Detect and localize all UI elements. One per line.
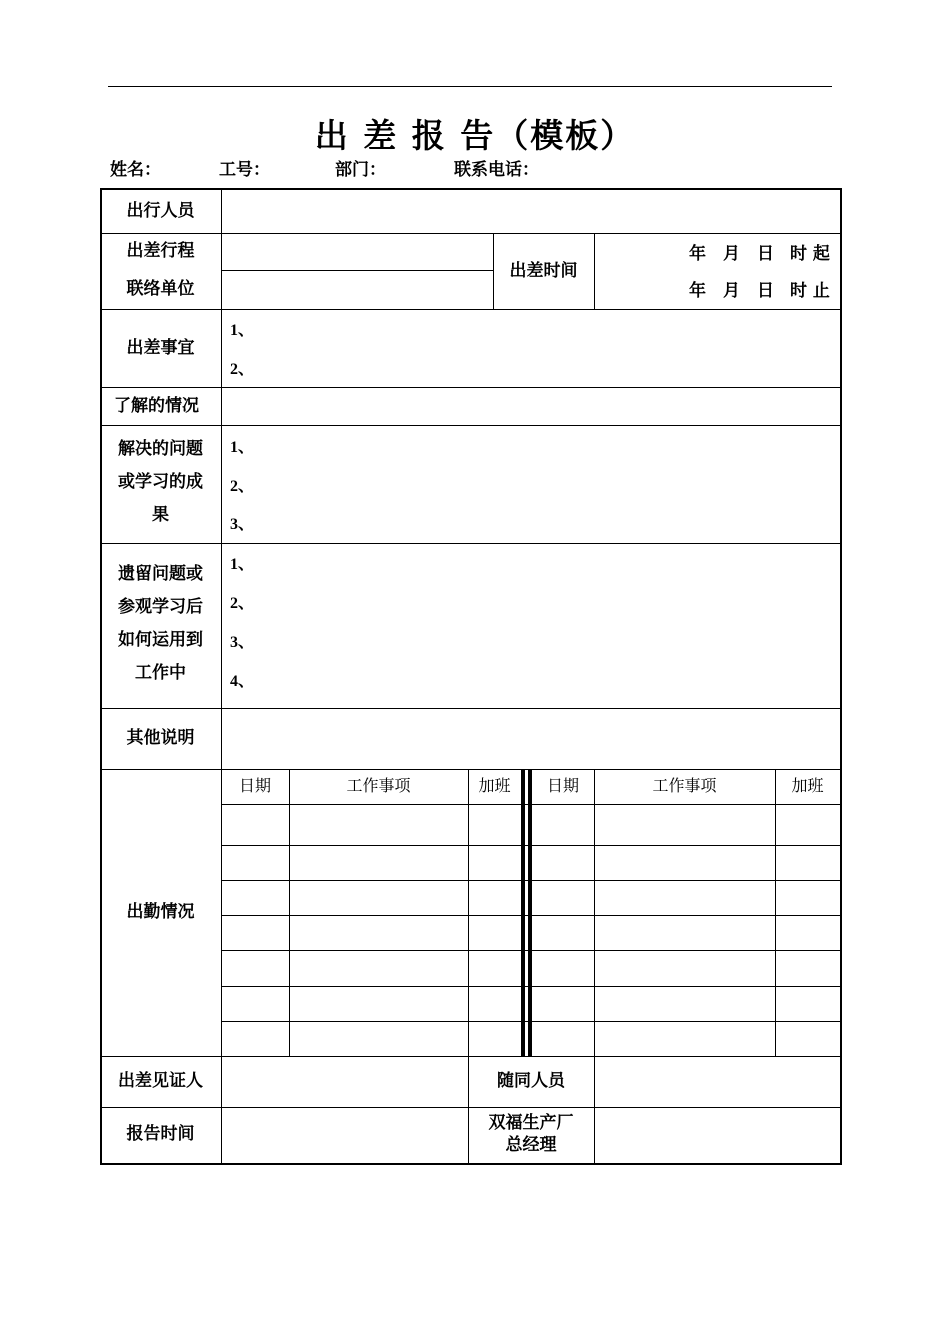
results-item-1: 1、 — [230, 439, 255, 456]
start-year: 年 — [689, 244, 706, 264]
col-date-2: 日期 — [546, 776, 579, 796]
end-hour: 时 止 — [790, 281, 830, 301]
col-date-1: 日期 — [238, 776, 271, 796]
companions-label: 随同人员 — [497, 1071, 565, 1092]
results-item-3: 3、 — [230, 516, 255, 533]
attendance-label: 出勤情况 — [126, 902, 195, 923]
remaining-label — [100, 556, 221, 692]
end-month: 月 — [723, 281, 740, 301]
remaining-item-1: 1、 — [230, 556, 255, 573]
situation-label: 了解的情况 — [114, 395, 199, 416]
name-label: 姓名： — [110, 160, 161, 180]
trip-time-label: 出差时间 — [509, 260, 578, 281]
matters-label: 出差事宜 — [126, 337, 195, 358]
start-hour: 时 起 — [790, 244, 830, 264]
col-work-1: 工作事项 — [346, 776, 411, 796]
travelers-label: 出行人员 — [126, 201, 195, 222]
start-month: 月 — [723, 244, 740, 264]
manager-label-line: 总经理 — [505, 1135, 557, 1155]
end-day: 日 — [757, 281, 774, 301]
page-title: 出 差 报 告（模板） — [314, 116, 636, 155]
remaining-label-line: 遗留问题或 — [118, 564, 203, 584]
results-label-line: 解决的问题 — [118, 439, 203, 459]
results-label — [100, 430, 221, 535]
remaining-label-line: 参观学习后 — [118, 597, 203, 617]
itinerary-label: 出差行程 — [126, 241, 195, 262]
remaining-item-2: 2、 — [230, 595, 255, 612]
dept-label: 部门： — [335, 160, 386, 180]
results-item-2: 2、 — [230, 478, 255, 495]
results-label-line: 果 — [152, 505, 169, 525]
start-day: 日 — [757, 244, 774, 264]
results-label-line: 或学习的成 — [118, 472, 203, 492]
remaining-label-line: 如何运用到 — [118, 630, 203, 650]
manager-label-line: 双福生产厂 — [488, 1113, 574, 1133]
report-time-label: 报告时间 — [126, 1123, 195, 1144]
other-label: 其他说明 — [126, 728, 195, 749]
remaining-item-3: 3、 — [230, 634, 255, 651]
col-work-2: 工作事项 — [652, 776, 717, 796]
witness-label: 出差见证人 — [118, 1071, 203, 1092]
remaining-item-4: 4、 — [230, 673, 255, 690]
manager-label — [468, 1107, 594, 1161]
top-rule — [108, 86, 832, 87]
col-overtime-2: 加班 — [791, 776, 824, 796]
end-year: 年 — [689, 281, 706, 301]
col-overtime-1: 加班 — [478, 776, 511, 796]
id-label: 工号： — [219, 160, 270, 180]
phone-label: 联系电话： — [454, 160, 539, 180]
matters-item-1: 1、 — [230, 322, 255, 339]
remaining-label-line: 工作中 — [135, 663, 186, 683]
contact-unit-label: 联络单位 — [126, 279, 195, 300]
matters-item-2: 2、 — [230, 361, 255, 378]
